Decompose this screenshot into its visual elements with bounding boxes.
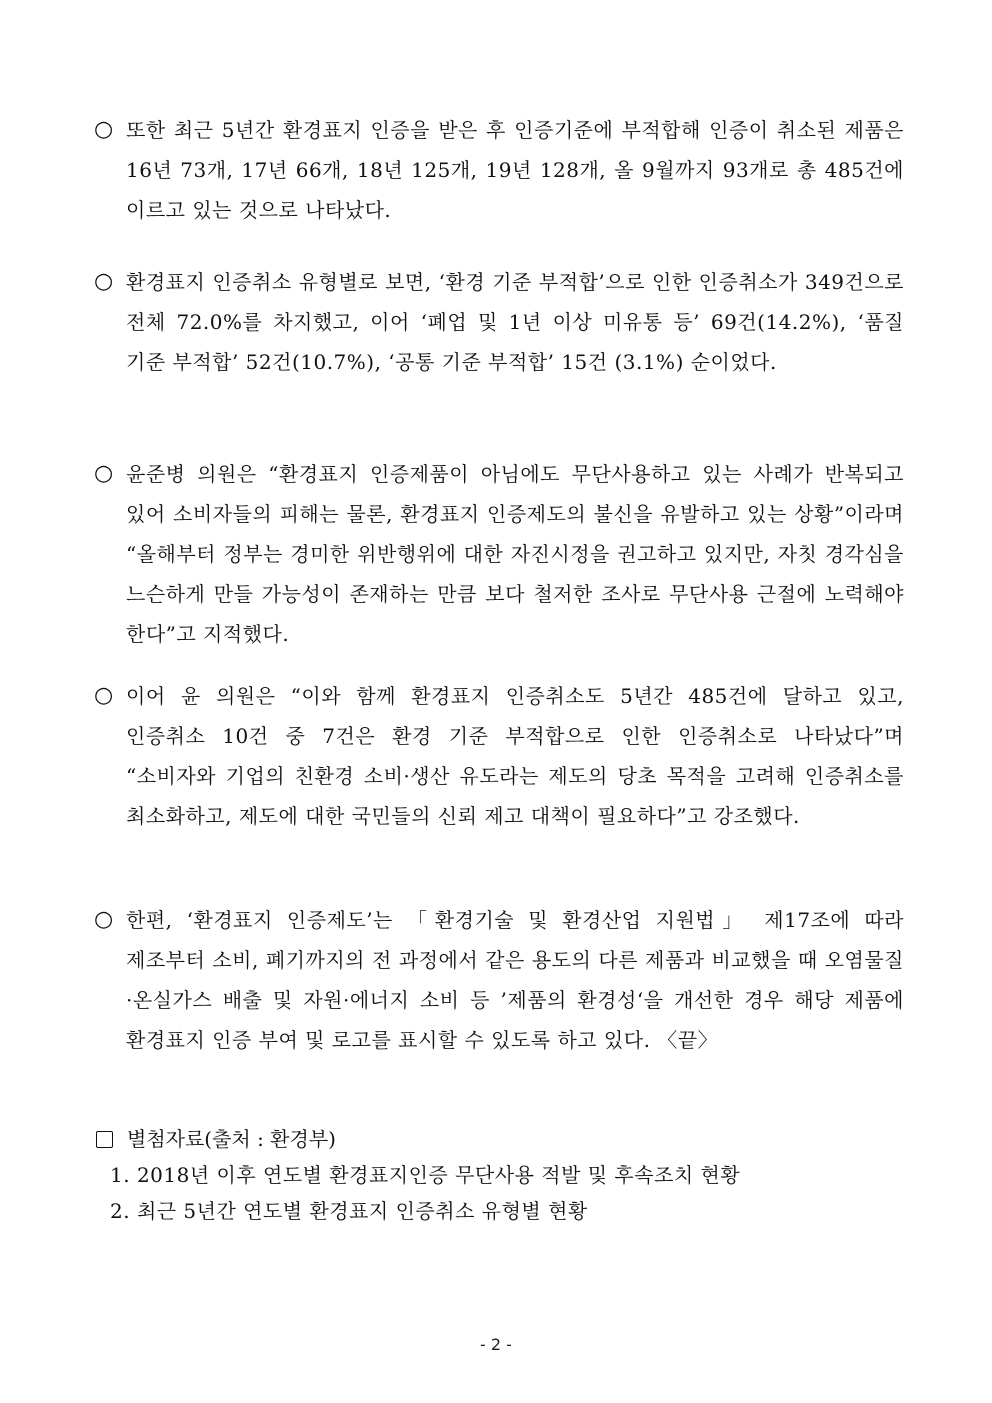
attachments-heading [94,1121,904,1157]
paragraph-text: 환경표지 인증취소 유형별로 보면, ‘환경 기준 부적합’으로 인한 인증취소가 349건으로 전체 72.0%를 차지했고, 이어 ‘폐업 및 1년 이상 미유통 등’ 69건(14.2%), ‘품질 기준 부적합’ 52건(10.7%), ‘공통 기준 부적합’ 15건 (3.1%) 순이었다. [126,270,904,374]
bullet-circle-icon: ○ [94,269,114,294]
paragraph-text: 이어 윤 의원은 “이와 함께 환경표지 인증취소도 5년간 485건에 달하고 있고, 인증취소 10건 중 7건은 환경 기준 부적합으로 인한 인증취소로 나타났다”며 “소비자와 기업의 친환경 소비·생산 유도라는 제도의 당초 목적을 고려해 인증취소를 최소화하고, 제도에 대한 국민들의 신뢰 제고 대책이 필요하다”고 강조했다. [126,684,904,828]
list-item: 1. 2018년 이후 연도별 환경표지인증 무단사용 적발 및 후속조치 현황 [110,1163,741,1187]
page-number: - 2 - [480,1335,512,1354]
attachments-list [94,1157,904,1229]
bullet-circle-icon: ○ [94,461,114,486]
paragraph-lawmaker-quote [94,454,904,654]
attachments-title: 별첨자료(출처 : 환경부) [127,1127,336,1151]
paragraph-lawmaker-emphasis [94,676,904,836]
attachments-section [94,1121,904,1229]
list-item: 2. 최근 5년간 연도별 환경표지 인증취소 유형별 현황 [110,1199,588,1223]
paragraph-text: 또한 최근 5년간 환경표지 인증을 받은 후 인증기준에 부적합해 인증이 취소된 제품은 16년 73개, 17년 66개, 18년 125개, 19년 128개, 올 9월까지 93개로 총 485건에 이르고 있는 것으로 나타났다. [126,118,904,222]
checkbox-square-icon [96,1131,113,1148]
paragraph-cancellation-counts [94,110,904,230]
paragraph-cancellation-types [94,262,904,382]
paragraph-text: 한편, ‘환경표지 인증제도’는 「환경기술 및 환경산업 지원법」 제17조에 따라 제조부터 소비, 폐기까지의 전 과정에서 같은 용도의 다른 제품과 비교했을 때 오염물질·온실가스 배출 및 자원·에너지 소비 등 ’제품의 환경성‘을 개선한 경우 해당 제품에 환경표지 인증 부여 및 로고를 표시할 수 있도록 하고 있다. 〈끝〉 [126,908,904,1052]
paragraph-certification-background [94,900,904,1060]
bullet-circle-icon: ○ [94,907,114,932]
paragraph-text: 윤준병 의원은 “환경표지 인증제품이 아님에도 무단사용하고 있는 사례가 반복되고 있어 소비자들의 피해는 물론, 환경표지 인증제도의 불신을 유발하고 있는 상황”이라며 “올해부터 정부는 경미한 위반행위에 대한 자진시정을 권고하고 있지만, 자칫 경각심을 느슨하게 만들 가능성이 존재하는 만큼 보다 철저한 조사로 무단사용 근절에 노력해야 한다”고 지적했다. [126,462,904,646]
bullet-circle-icon: ○ [94,683,114,708]
bullet-circle-icon: ○ [94,117,114,142]
